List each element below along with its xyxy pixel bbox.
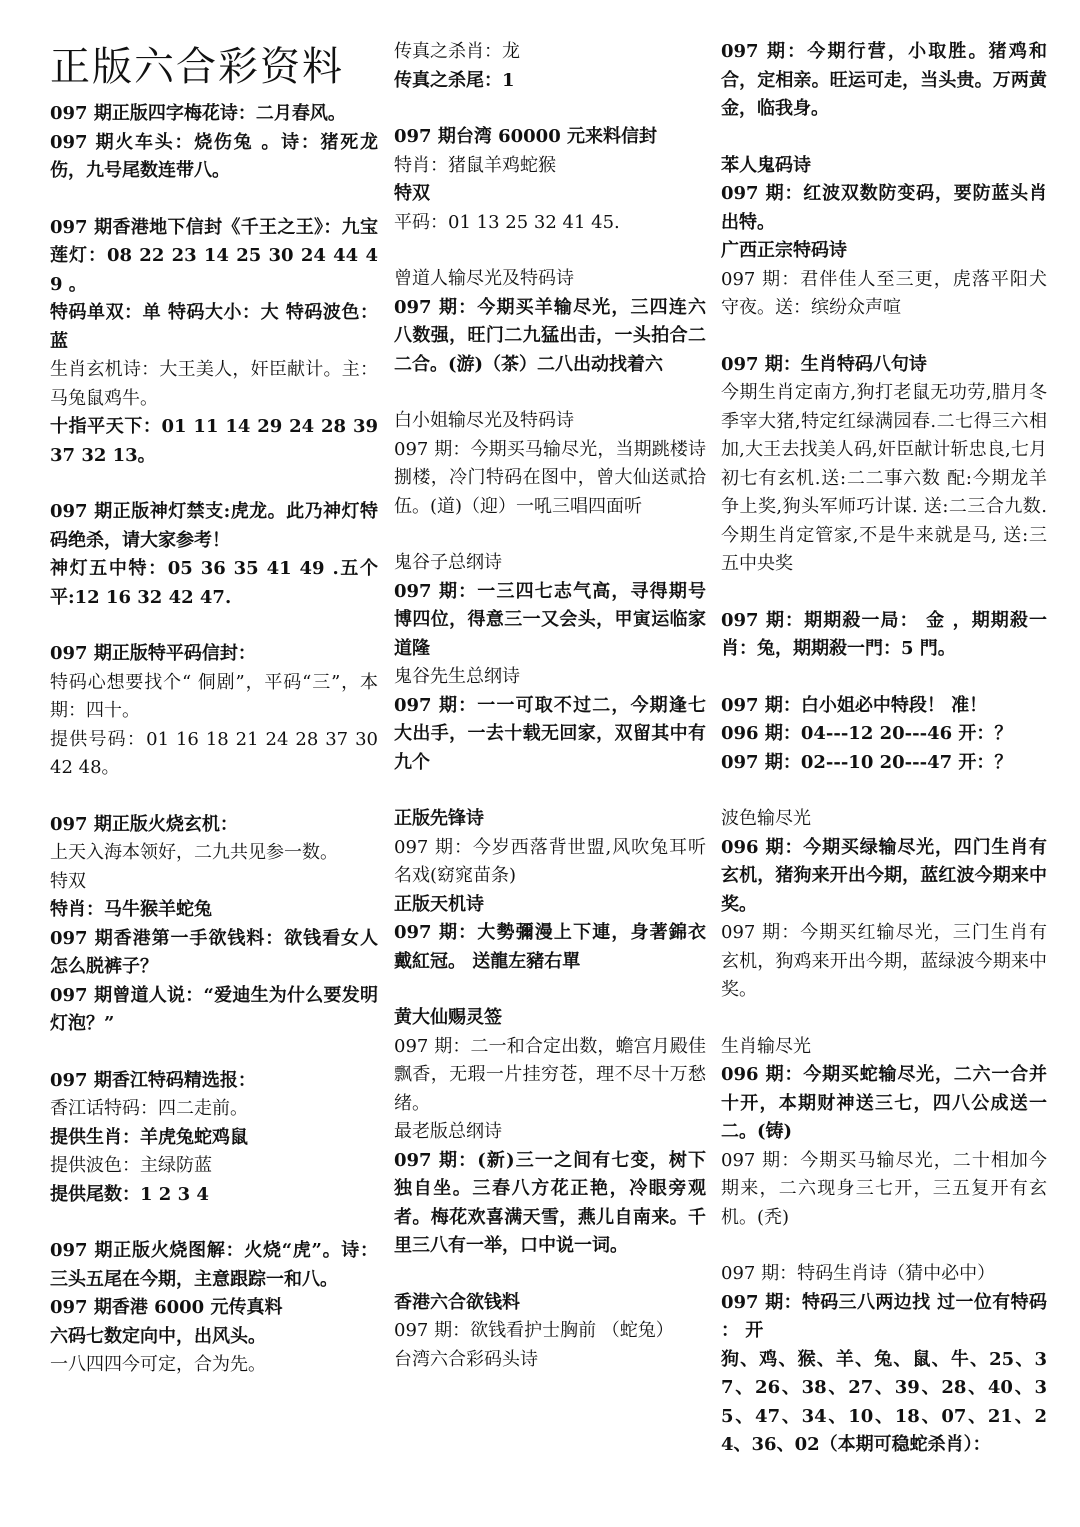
page-title: 正版六合彩资料 xyxy=(50,44,344,90)
section-hk-desire xyxy=(394,1289,706,1375)
section-special-envelope xyxy=(50,640,378,783)
text-line: 广西正宗特码诗 xyxy=(721,240,847,261)
section-fax-kill xyxy=(394,38,706,95)
text-line: 神灯五中特：05 36 35 41 49 .五个平:12 16 32 42 47. xyxy=(50,558,378,608)
text-line: 十指平天下：01 11 14 29 24 28 39 37 32 13。 xyxy=(50,416,378,466)
text-line: 097 期台湾 60000 元来料信封 xyxy=(394,126,657,147)
text-line: 白小姐输尽光及特码诗 xyxy=(394,410,574,431)
section-wong-tai-sin xyxy=(394,1004,706,1261)
text-line: 097 期香江特码精选报： xyxy=(50,1069,256,1091)
text-line: 096 期：今期买蛇输尽光，二六一合并十开，本期财神送三七，四八公成送一二。(铸) xyxy=(721,1064,1047,1142)
text-line: 096 期：今期买绿输尽光，四门生肖有玄机，猪狗来开出今期，蓝红波今期来中奖。 xyxy=(721,836,1047,915)
column-middle xyxy=(394,38,706,1519)
section-fire-mystery xyxy=(50,811,378,1039)
text-line: 苯人鬼码诗 xyxy=(721,154,811,176)
text-line: 097 期：生肖特码八句诗 xyxy=(721,353,927,375)
text-line: 097 期正版火烧玄机： xyxy=(50,813,238,835)
text-line: 特肖：马牛猴羊蛇兔 xyxy=(50,899,212,920)
section-zodiac-lose xyxy=(721,1033,1047,1233)
text-line: 六码七数定向中，出风头。 xyxy=(50,1325,266,1347)
text-line: 波色输尽光 xyxy=(721,808,811,829)
text-line: 097 期：大勢彌漫上下連，身著錦衣戴紅冠。 送龍左豬右單 xyxy=(394,922,706,972)
text-line: 鬼谷先生总纲诗 xyxy=(394,666,520,687)
column-left xyxy=(50,38,378,1519)
text-line: 097 期：君伴佳人至三更，虎落平阳犬守夜。送：缤纷众声喧 xyxy=(721,268,1047,318)
text-line: 096 期：04---12 20---46 开：？ xyxy=(721,723,1013,744)
text-line: 097 期：今期买马输尽光，二十相加今期来，二六现身三七开，三五复开有玄机。(秃) xyxy=(721,1149,1047,1228)
text-line: 提供波色：主绿防蓝 xyxy=(50,1155,212,1176)
text-line: 097 期：特码三八两边找 过一位有特码 ： 开 xyxy=(721,1291,1047,1341)
text-line: 097 期正版神灯禁支:虎龙。此乃神灯特码绝杀，请大家参考！ xyxy=(50,501,378,551)
text-line: 特码单双：单 特码大小：大 特码波色：蓝 xyxy=(50,302,378,352)
text-line: 上天入海本领好，二九共见参一数。 xyxy=(50,842,338,863)
text-line: 平码：01 13 25 32 41 45. xyxy=(394,211,620,233)
text-line: 097 期正版特平码信封： xyxy=(50,643,256,664)
text-line: 特双 xyxy=(50,870,86,892)
section-fortune xyxy=(721,38,1047,124)
section-taiwan-envelope xyxy=(394,123,706,237)
text-line: 提供尾数：1 2 3 4 xyxy=(50,1183,209,1205)
text-line: 097 期：今期买马输尽光，当期跳楼诗捌楼，冷门特码在图中，曾大仙送贰拾伍。(道)（迎）一吼三唱四面听 xyxy=(394,438,706,517)
text-line: 今期生肖定南方,狗打老鼠无功劳,腊月冬季宰大猪,特定红绿满园春.二七得三六相加,大王去找美人码,奸臣献计斩忠良,七月初七有玄机.送:二二事六数 配:今期龙羊争上奖,狗头军师巧计谋. 送:二三合九数. 今期生肖定管家,不是牛来就是马, 送:三五中央奖 xyxy=(721,382,1047,574)
text-line: 097 期：今期买羊输尽光，三四连六八数强，旺门二九猛出击，一头拍合二二合。(游)（茶）二八出动找着六 xyxy=(394,296,706,375)
section-plum-poem xyxy=(50,100,378,186)
text-line: 097 期：期期殺一局： 金 ，期期殺一肖：兔，期期殺一門：5 門。 xyxy=(721,609,1047,659)
text-line: 097 期：二一和合定出数，蟾宫月殿佳飘香，无瑕一片挂穷苍，理不尽十万愁绪。 xyxy=(394,1035,706,1114)
section-kill xyxy=(721,607,1047,664)
text-line: 097 期：白小姐必中特段！ 准！ xyxy=(721,694,988,716)
text-line: 香江话特码：四二走前。 xyxy=(50,1098,248,1119)
text-line: 097 期香港第一手欲钱料：欲钱看女人怎么脱裤子？ xyxy=(50,927,378,977)
section-xiangjiang xyxy=(50,1067,378,1210)
text-line: 097 期香港 6000 元传真料 xyxy=(50,1297,283,1318)
text-line: 097 期曾道人说：“爱迪生为什么要发明灯泡？” xyxy=(50,984,378,1034)
section-wave-color xyxy=(721,805,1047,1005)
text-line: 狗、鸡、猴、羊、兔、鼠、牛、25、37、26、38、27、39、28、40、35、47、34、10、18、07、21、24、36、02（本期可稳蛇杀肖）： xyxy=(721,1348,1047,1455)
section-bai-special xyxy=(721,692,1047,778)
text-line: 097 期香港地下信封《千王之王》：九宝莲灯：08 22 23 14 25 30 24 44 49 。 xyxy=(50,216,378,295)
text-line: 提供号码：01 16 18 21 24 28 37 30 42 48。 xyxy=(50,728,378,778)
text-line: 097 期：一一可取不过二，今期逢七大出手，一去十载无回家，双留其中有九个 xyxy=(394,694,706,773)
text-line: 一八四四今可定，合为先。 xyxy=(50,1354,266,1375)
section-fire-diagram xyxy=(50,1237,378,1380)
text-line: 097 期：今期行营，小取胜。猪鸡和合，定相亲。旺运可走，当头贵。万两黄金，临我身。 xyxy=(721,41,1047,119)
text-line: 特码心想要找个“ 侗剧”，平码“三”，本期：四十。 xyxy=(50,671,378,721)
text-line: 097 期：一三四七志气高，寻得期号博四位，得意三一又会头，甲寅运临家道隆 xyxy=(394,580,706,659)
text-line: 台湾六合彩码头诗 xyxy=(394,1348,538,1370)
text-line: 097 期：今期买红输尽光，三门生肖有玄机，狗鸡来开出今期，蓝绿波今期来中奖。 xyxy=(721,922,1047,1000)
text-line: 097 期：02---10 20---47 开：？ xyxy=(721,751,1013,773)
section-bai-poem xyxy=(394,407,706,521)
text-line: 鬼谷子总纲诗 xyxy=(394,552,502,573)
text-line: 正版天机诗 xyxy=(394,893,484,915)
text-line: 097 期正版四字梅花诗：二月春风。 xyxy=(50,103,346,124)
text-line: 提供生肖：羊虎兔蛇鸡鼠 xyxy=(50,1126,248,1148)
text-line: 传真之杀肖：龙 xyxy=(394,41,520,62)
text-line: 曾道人输尽光及特码诗 xyxy=(394,268,574,289)
text-line: 生肖玄机诗：大王美人，奸臣献计。主：马兔鼠鸡牛。 xyxy=(50,359,378,409)
text-line: 097 期：特码生肖诗（猜中必中） xyxy=(721,1263,996,1284)
section-god-lamp xyxy=(50,498,378,612)
column-right xyxy=(721,38,1047,1519)
text-line: 特双 xyxy=(394,183,430,204)
text-line: 097 期：今岁西落背世盟,风吹兔耳听名戏(窈窕苗条) xyxy=(394,836,706,886)
section-pioneer-poem xyxy=(394,805,706,976)
text-line: 097 期：欲钱看护士胸前 （蛇兔） xyxy=(394,1320,674,1341)
section-hk-envelope xyxy=(50,214,378,471)
text-line: 香港六合欲钱料 xyxy=(394,1291,520,1313)
text-line: 最老版总纲诗 xyxy=(394,1121,502,1142)
text-line: 097 期正版火烧图解：火烧“虎”。诗：三头五尾在今期，主意跟踪一和八。 xyxy=(50,1240,378,1290)
section-guiguzi xyxy=(394,549,706,777)
text-line: 097 期：(新)三一之间有七变，树下独自坐。三春八方花正艳，冷眼旁观者。梅花欢喜满天雪，燕儿自南来。千里三八有一举，口中说一词。 xyxy=(394,1149,706,1256)
text-line: 传真之杀尾：1 xyxy=(394,69,515,91)
section-eight-lines xyxy=(721,351,1047,579)
section-ghost-poem xyxy=(721,152,1047,323)
text-line: 特肖：猪鼠羊鸡蛇猴 xyxy=(394,154,556,176)
text-line: 097 期：红波双数防变码，要防蓝头肖出特。 xyxy=(721,183,1047,233)
section-zeng-poem xyxy=(394,265,706,379)
text-line: 黄大仙赐灵签 xyxy=(394,1007,502,1028)
text-line: 正版先锋诗 xyxy=(394,808,484,829)
section-zodiac-poem xyxy=(721,1260,1047,1460)
text-line: 生肖输尽光 xyxy=(721,1035,811,1057)
text-line: 097 期火车头：烧伤兔 。诗：猪死龙伤，九号尾数连带八。 xyxy=(50,131,378,181)
